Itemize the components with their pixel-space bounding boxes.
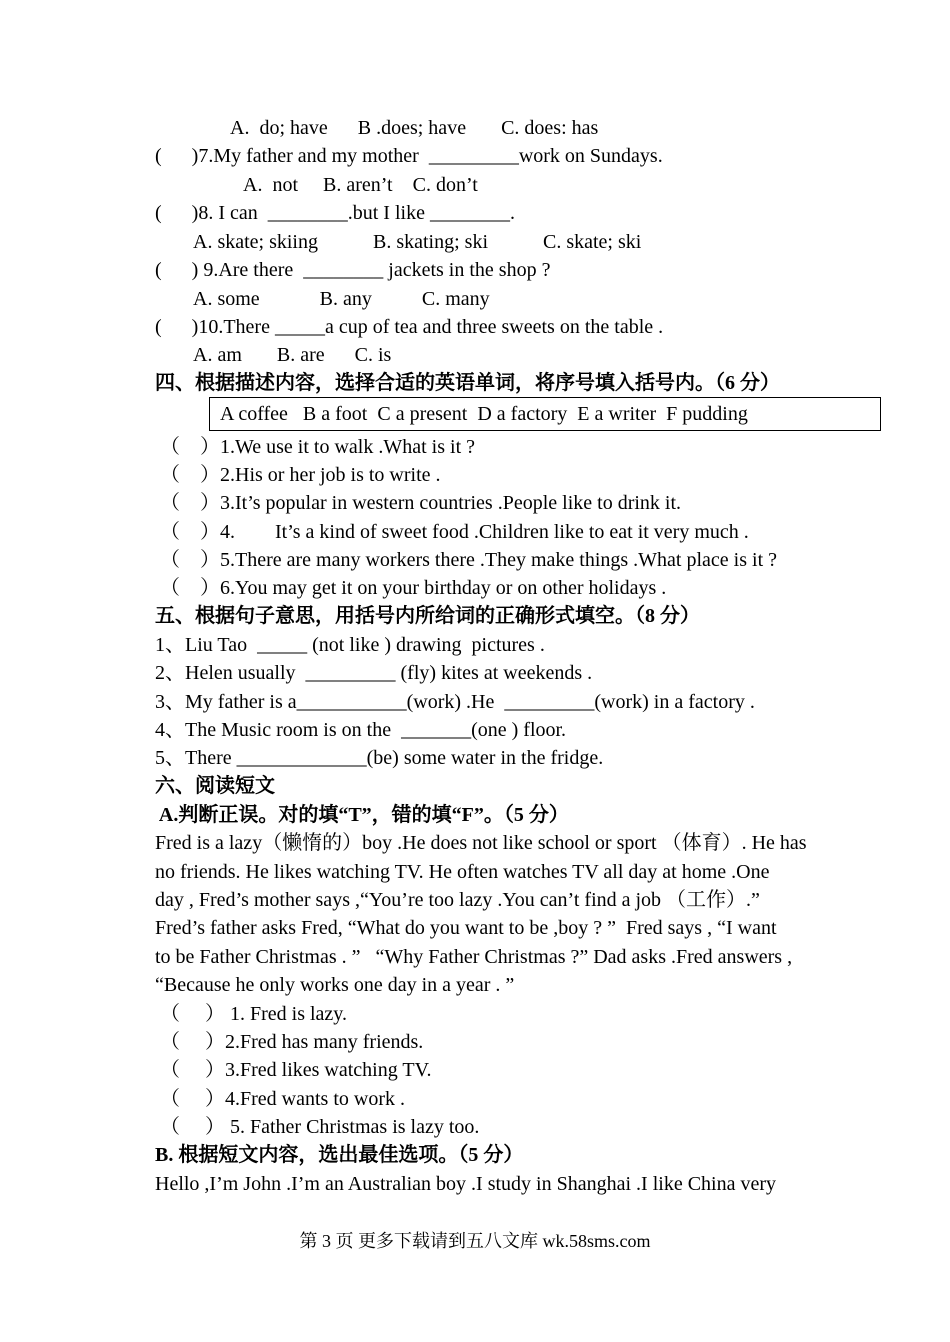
s5-item-3: 3、My father is a___________(work) .He _________(work) in a factory . [155, 691, 755, 713]
s6a-item-5: （ ） 5. Father Christmas is lazy too. [160, 1116, 480, 1138]
s4-item-1: （ ）1.We use it to walk .What is it ? [160, 436, 475, 458]
passage-a-line-3: day , Fred’s mother says ,“You’re too lazy .You can’t find a job （工作）.” [155, 889, 760, 911]
q8-options: A. skate; skiing B. skating; ski C. skate; ski [193, 231, 642, 253]
q9: ( ) 9.Are there ________ jackets in the shop ? [155, 259, 551, 281]
page-footer: 第 3 页 更多下载请到五八文库 wk.58sms.com [299, 1231, 651, 1251]
q9-options: A. some B. any C. many [193, 288, 490, 310]
s6a-item-3: （ ）3.Fred likes watching TV. [160, 1059, 432, 1081]
section-5-heading: 五、根据句子意思，用括号内所给词的正确形式填空。（8 分） [155, 605, 700, 627]
section-4-heading: 四、根据描述内容，选择合适的英语单词，将序号填入括号内。（6 分） [155, 372, 780, 394]
s5-item-4: 4、The Music room is on the _______(one ) floor. [155, 719, 567, 741]
passage-a-line-5: to be Father Christmas . ” “Why Father Christmas ?” Dad asks .Fred answers , [155, 946, 793, 968]
s6a-item-4: （ ）4.Fred wants to work . [160, 1088, 405, 1110]
section-6b-heading: B. 根据短文内容，选出最佳选项。（5 分） [155, 1144, 524, 1166]
q7-options: A. not B. aren’t C. don’t [243, 174, 478, 196]
s4-item-6: （ ）6.You may get it on your birthday or on other holidays . [160, 577, 667, 599]
passage-a-line-4: Fred’s father asks Fred, “What do you want to be ,boy ? ” Fred says , “I want [155, 917, 777, 939]
section-6a-heading: A.判断正误。对的填“T”，错的填“F”。（5 分） [155, 804, 569, 826]
word-bank-box [209, 397, 881, 431]
q6-options: A. do; have B .does; have C. does: has [230, 117, 599, 139]
passage-b-line-1: Hello ,I’m John .I’m an Australian boy .I study in Shanghai .I like China very [155, 1173, 777, 1195]
section-6-heading: 六、阅读短文 [155, 775, 275, 797]
s5-item-1: 1、Liu Tao _____ (not like ) drawing pictures . [155, 634, 545, 656]
passage-a-line-1: Fred is a lazy（懒惰的）boy .He does not like school or sport （体育）. He has [155, 832, 807, 854]
s5-item-5: 5、There _____________(be) some water in the fridge. [155, 747, 604, 769]
s4-item-5: （ ）5.There are many workers there .They make things .What place is it ? [160, 549, 778, 571]
passage-a-line-2: no friends. He likes watching TV. He often watches TV all day at home .One [155, 861, 770, 883]
passage-a-line-6: “Because he only works one day in a year . ” [155, 974, 515, 996]
q10-options: A. am B. are C. is [193, 344, 392, 366]
word-bank-text: A coffee B a foot C a present D a factory E a writer F pudding [220, 403, 748, 425]
q8: ( )8. I can ________.but I like ________. [155, 202, 515, 224]
s6a-item-1: （ ） 1. Fred is lazy. [160, 1003, 348, 1025]
q10: ( )10.There _____a cup of tea and three sweets on the table . [155, 316, 664, 338]
q7: ( )7.My father and my mother _________work on Sundays. [155, 145, 663, 167]
s6a-item-2: （ ）2.Fred has many friends. [160, 1031, 424, 1053]
s4-item-2: （ ）2.His or her job is to write . [160, 464, 441, 486]
s5-item-2: 2、Helen usually _________ (fly) kites at weekends . [155, 662, 593, 684]
s4-item-4: （ ）4. It’s a kind of sweet food .Children like to eat it very much . [160, 521, 749, 543]
s4-item-3: （ ）3.It’s popular in western countries .People like to drink it. [160, 492, 682, 514]
